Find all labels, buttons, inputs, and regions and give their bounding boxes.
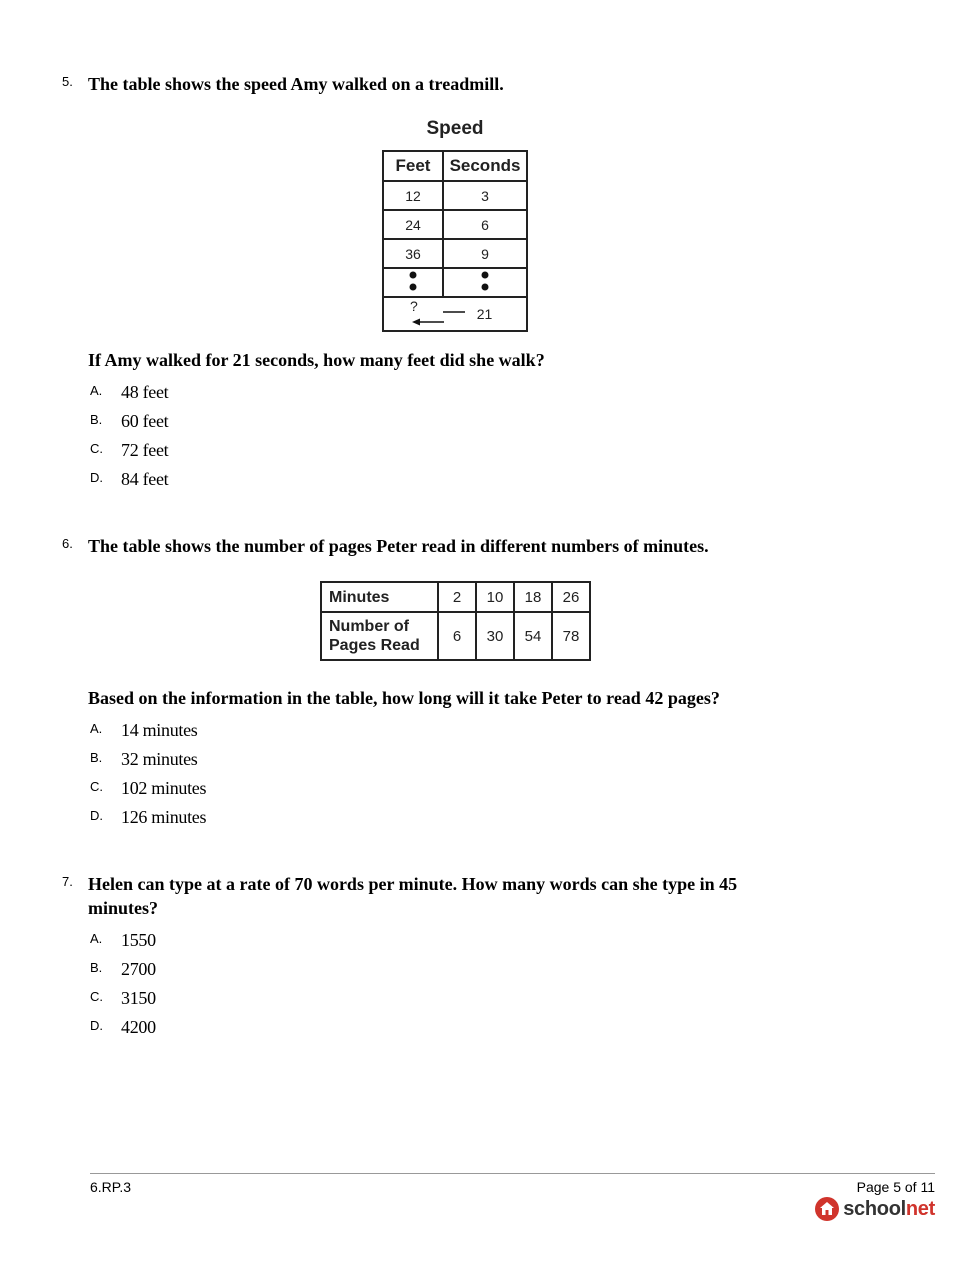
choice-text: 1550 bbox=[121, 930, 156, 950]
ellipsis-dots-icon bbox=[443, 268, 527, 297]
arrow-left-icon bbox=[412, 317, 444, 327]
table-row-ellipsis bbox=[383, 268, 527, 297]
table-cell: 12 bbox=[383, 181, 443, 210]
choice-letter: A. bbox=[90, 721, 103, 736]
ellipsis-dots-icon bbox=[383, 268, 443, 297]
choice-letter: C. bbox=[90, 779, 103, 794]
page-number: Page 5 of 11 bbox=[856, 1179, 935, 1195]
question-number: 5. bbox=[62, 74, 73, 89]
standard-code: 6.RP.3 bbox=[90, 1179, 131, 1195]
choice-text: 32 minutes bbox=[121, 749, 198, 769]
choice-letter: D. bbox=[90, 808, 103, 823]
question-text: Helen can type at a rate of 70 words per minute. How many words can she type in 45 bbox=[88, 874, 738, 894]
table-cell-unknown bbox=[383, 297, 443, 331]
question-number: 7. bbox=[62, 874, 73, 889]
arrow-line bbox=[443, 310, 465, 314]
table-cell bbox=[443, 297, 527, 331]
table-header: Feet bbox=[383, 151, 443, 181]
table-cell: 18 bbox=[514, 582, 552, 612]
choice-letter: D. bbox=[90, 470, 103, 485]
table-row bbox=[383, 210, 527, 239]
choice-letter: A. bbox=[90, 383, 103, 398]
label-line: Pages Read bbox=[329, 637, 420, 654]
table-row bbox=[383, 239, 527, 268]
table-row-label: Minutes bbox=[321, 582, 438, 612]
choice-letter: C. bbox=[90, 989, 103, 1004]
question-prompt: If Amy walked for 21 seconds, how many feet did she walk? bbox=[88, 350, 545, 370]
pages-table bbox=[320, 581, 591, 661]
choice-text: 14 minutes bbox=[121, 720, 198, 740]
logo-text bbox=[843, 1198, 935, 1221]
choice-letter: C. bbox=[90, 441, 103, 456]
logo-school: school bbox=[843, 1197, 906, 1220]
seconds-value: 21 bbox=[476, 306, 493, 322]
label-line: Number of bbox=[329, 618, 409, 635]
choice-text: 48 feet bbox=[121, 382, 169, 402]
schoolnet-logo bbox=[815, 1196, 935, 1222]
question-text-continued: minutes? bbox=[88, 898, 159, 918]
choice-text: 102 minutes bbox=[121, 778, 207, 798]
choice-text: 2700 bbox=[121, 959, 156, 979]
unknown-value: ? bbox=[410, 298, 418, 314]
table-title: Speed bbox=[426, 118, 484, 139]
choice-text: 60 feet bbox=[121, 411, 169, 431]
table-row bbox=[383, 297, 527, 331]
table-cell: 26 bbox=[552, 582, 590, 612]
table-row bbox=[321, 612, 590, 660]
choice-letter: B. bbox=[90, 960, 103, 975]
table-cell: 10 bbox=[476, 582, 514, 612]
question-number: 6. bbox=[62, 536, 73, 551]
table-cell: 9 bbox=[443, 239, 527, 268]
table-row bbox=[321, 582, 590, 612]
logo-net: net bbox=[905, 1197, 935, 1220]
table-row bbox=[383, 181, 527, 210]
table-cell: 78 bbox=[552, 612, 590, 660]
choice-letter: A. bbox=[90, 931, 103, 946]
choice-letter: D. bbox=[90, 1018, 103, 1033]
choice-letter: B. bbox=[90, 750, 103, 765]
table-cell: 24 bbox=[383, 210, 443, 239]
question-text: The table shows the number of pages Peter read in different numbers of minutes. bbox=[88, 536, 709, 556]
choice-text: 126 minutes bbox=[121, 807, 207, 827]
home-icon bbox=[815, 1197, 839, 1221]
table-cell: 6 bbox=[438, 612, 476, 660]
table-cell: 36 bbox=[383, 239, 443, 268]
table-cell: 30 bbox=[476, 612, 514, 660]
choice-text: 3150 bbox=[121, 988, 156, 1008]
question-text: The table shows the speed Amy walked on a treadmill. bbox=[88, 74, 504, 94]
table-cell: 54 bbox=[514, 612, 552, 660]
speed-table bbox=[382, 150, 528, 332]
choice-text: 72 feet bbox=[121, 440, 169, 460]
choice-text: 4200 bbox=[121, 1017, 156, 1037]
choice-letter: B. bbox=[90, 412, 103, 427]
table-cell: 6 bbox=[443, 210, 527, 239]
table-header: Seconds bbox=[443, 151, 527, 181]
question-prompt: Based on the information in the table, how long will it take Peter to read 42 pages? bbox=[88, 688, 720, 708]
footer-divider bbox=[90, 1173, 935, 1174]
table-cell: 3 bbox=[443, 181, 527, 210]
table-cell: 2 bbox=[438, 582, 476, 612]
table-row-label bbox=[321, 612, 438, 660]
choice-text: 84 feet bbox=[121, 469, 169, 489]
